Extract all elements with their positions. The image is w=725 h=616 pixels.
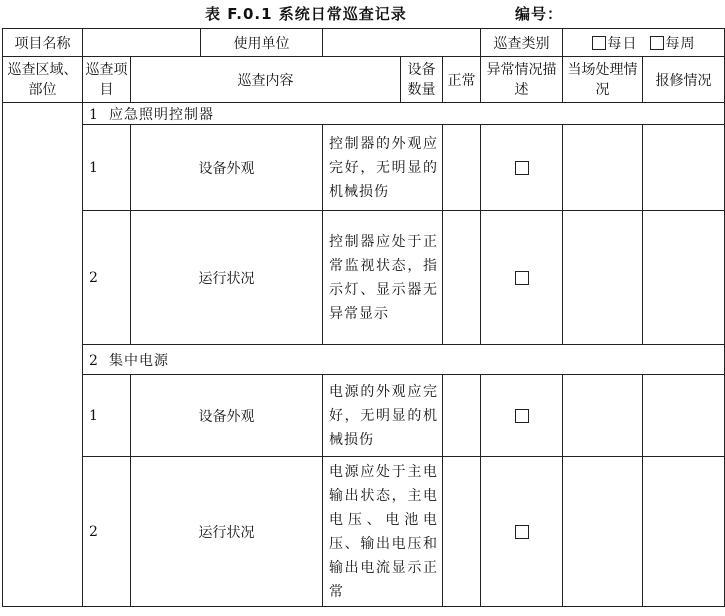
info-row xyxy=(3,29,725,57)
row-item: 运行状况 xyxy=(131,211,323,345)
section-title: 1 应急照明控制器 xyxy=(83,103,725,125)
on-site-cell[interactable] xyxy=(643,457,725,607)
inspection-type-options xyxy=(563,29,725,57)
col-header-area: 巡查区域、部位 xyxy=(3,57,83,103)
row-content: 控制器应处于正常监视状态，指示灯、显示器无异常显示 xyxy=(323,211,443,345)
using-unit-field[interactable] xyxy=(323,29,481,57)
row-number: 1 xyxy=(83,375,131,457)
abnormal-cell[interactable] xyxy=(563,457,643,607)
daily-option-label: 每日 xyxy=(607,35,638,52)
using-unit-label: 使用单位 xyxy=(201,29,323,57)
abnormal-cell[interactable] xyxy=(563,211,643,345)
inspection-record-table xyxy=(2,28,725,607)
col-header-item: 巡查项目 xyxy=(83,57,131,103)
table-row xyxy=(3,375,725,457)
quantity-cell[interactable] xyxy=(443,125,481,211)
row-content: 控制器的外观应完好，无明显的机械损伤 xyxy=(323,125,443,211)
col-header-abnormal: 异常情况描述 xyxy=(481,57,563,103)
title-bar xyxy=(0,0,651,26)
weekly-checkbox[interactable] xyxy=(650,36,664,50)
table-title: 表 F.0.1 系统日常巡查记录 xyxy=(205,5,407,23)
section-row xyxy=(3,103,725,125)
row-item: 设备外观 xyxy=(131,125,323,211)
section-title: 2 集中电源 xyxy=(83,345,725,375)
row-number: 2 xyxy=(83,211,131,345)
weekly-option[interactable] xyxy=(650,36,696,52)
quantity-cell[interactable] xyxy=(443,375,481,457)
table-row xyxy=(3,457,725,607)
on-site-cell[interactable] xyxy=(643,375,725,457)
col-header-on-site: 当场处理情况 xyxy=(563,57,643,103)
abnormal-cell[interactable] xyxy=(563,125,643,211)
row-number: 2 xyxy=(83,457,131,607)
row-item: 设备外观 xyxy=(131,375,323,457)
daily-checkbox[interactable] xyxy=(592,36,606,50)
table-row xyxy=(3,211,725,345)
normal-cell xyxy=(481,375,563,457)
normal-checkbox[interactable] xyxy=(515,525,529,539)
col-header-repair: 报修情况 xyxy=(643,57,725,103)
quantity-cell[interactable] xyxy=(443,457,481,607)
quantity-cell[interactable] xyxy=(443,211,481,345)
column-header-row xyxy=(3,57,725,103)
col-header-quantity: 设备数量 xyxy=(401,57,443,103)
on-site-cell[interactable] xyxy=(643,125,725,211)
area-cell[interactable] xyxy=(3,103,83,607)
col-header-content: 巡查内容 xyxy=(131,57,401,103)
serial-number-label: 编号： xyxy=(515,5,564,23)
weekly-option-label: 每周 xyxy=(665,35,696,52)
daily-option[interactable] xyxy=(592,36,638,52)
table-row xyxy=(3,125,725,211)
on-site-cell[interactable] xyxy=(643,211,725,345)
row-content: 电源的外观应完好，无明显的机械损伤 xyxy=(323,375,443,457)
row-number: 1 xyxy=(83,125,131,211)
normal-checkbox[interactable] xyxy=(515,161,529,175)
row-content: 电源应处于主电输出状态，主电电压、电池电压、输出电压和输出电流显示正常 xyxy=(323,457,443,607)
project-name-field[interactable] xyxy=(83,29,201,57)
normal-cell xyxy=(481,457,563,607)
project-name-label: 项目名称 xyxy=(3,29,83,57)
normal-cell xyxy=(481,125,563,211)
row-item: 运行状况 xyxy=(131,457,323,607)
col-header-normal: 正常 xyxy=(443,57,481,103)
section-row xyxy=(3,345,725,375)
normal-checkbox[interactable] xyxy=(515,271,529,285)
normal-cell xyxy=(481,211,563,345)
abnormal-cell[interactable] xyxy=(563,375,643,457)
inspection-type-label: 巡查类别 xyxy=(481,29,563,57)
normal-checkbox[interactable] xyxy=(515,409,529,423)
